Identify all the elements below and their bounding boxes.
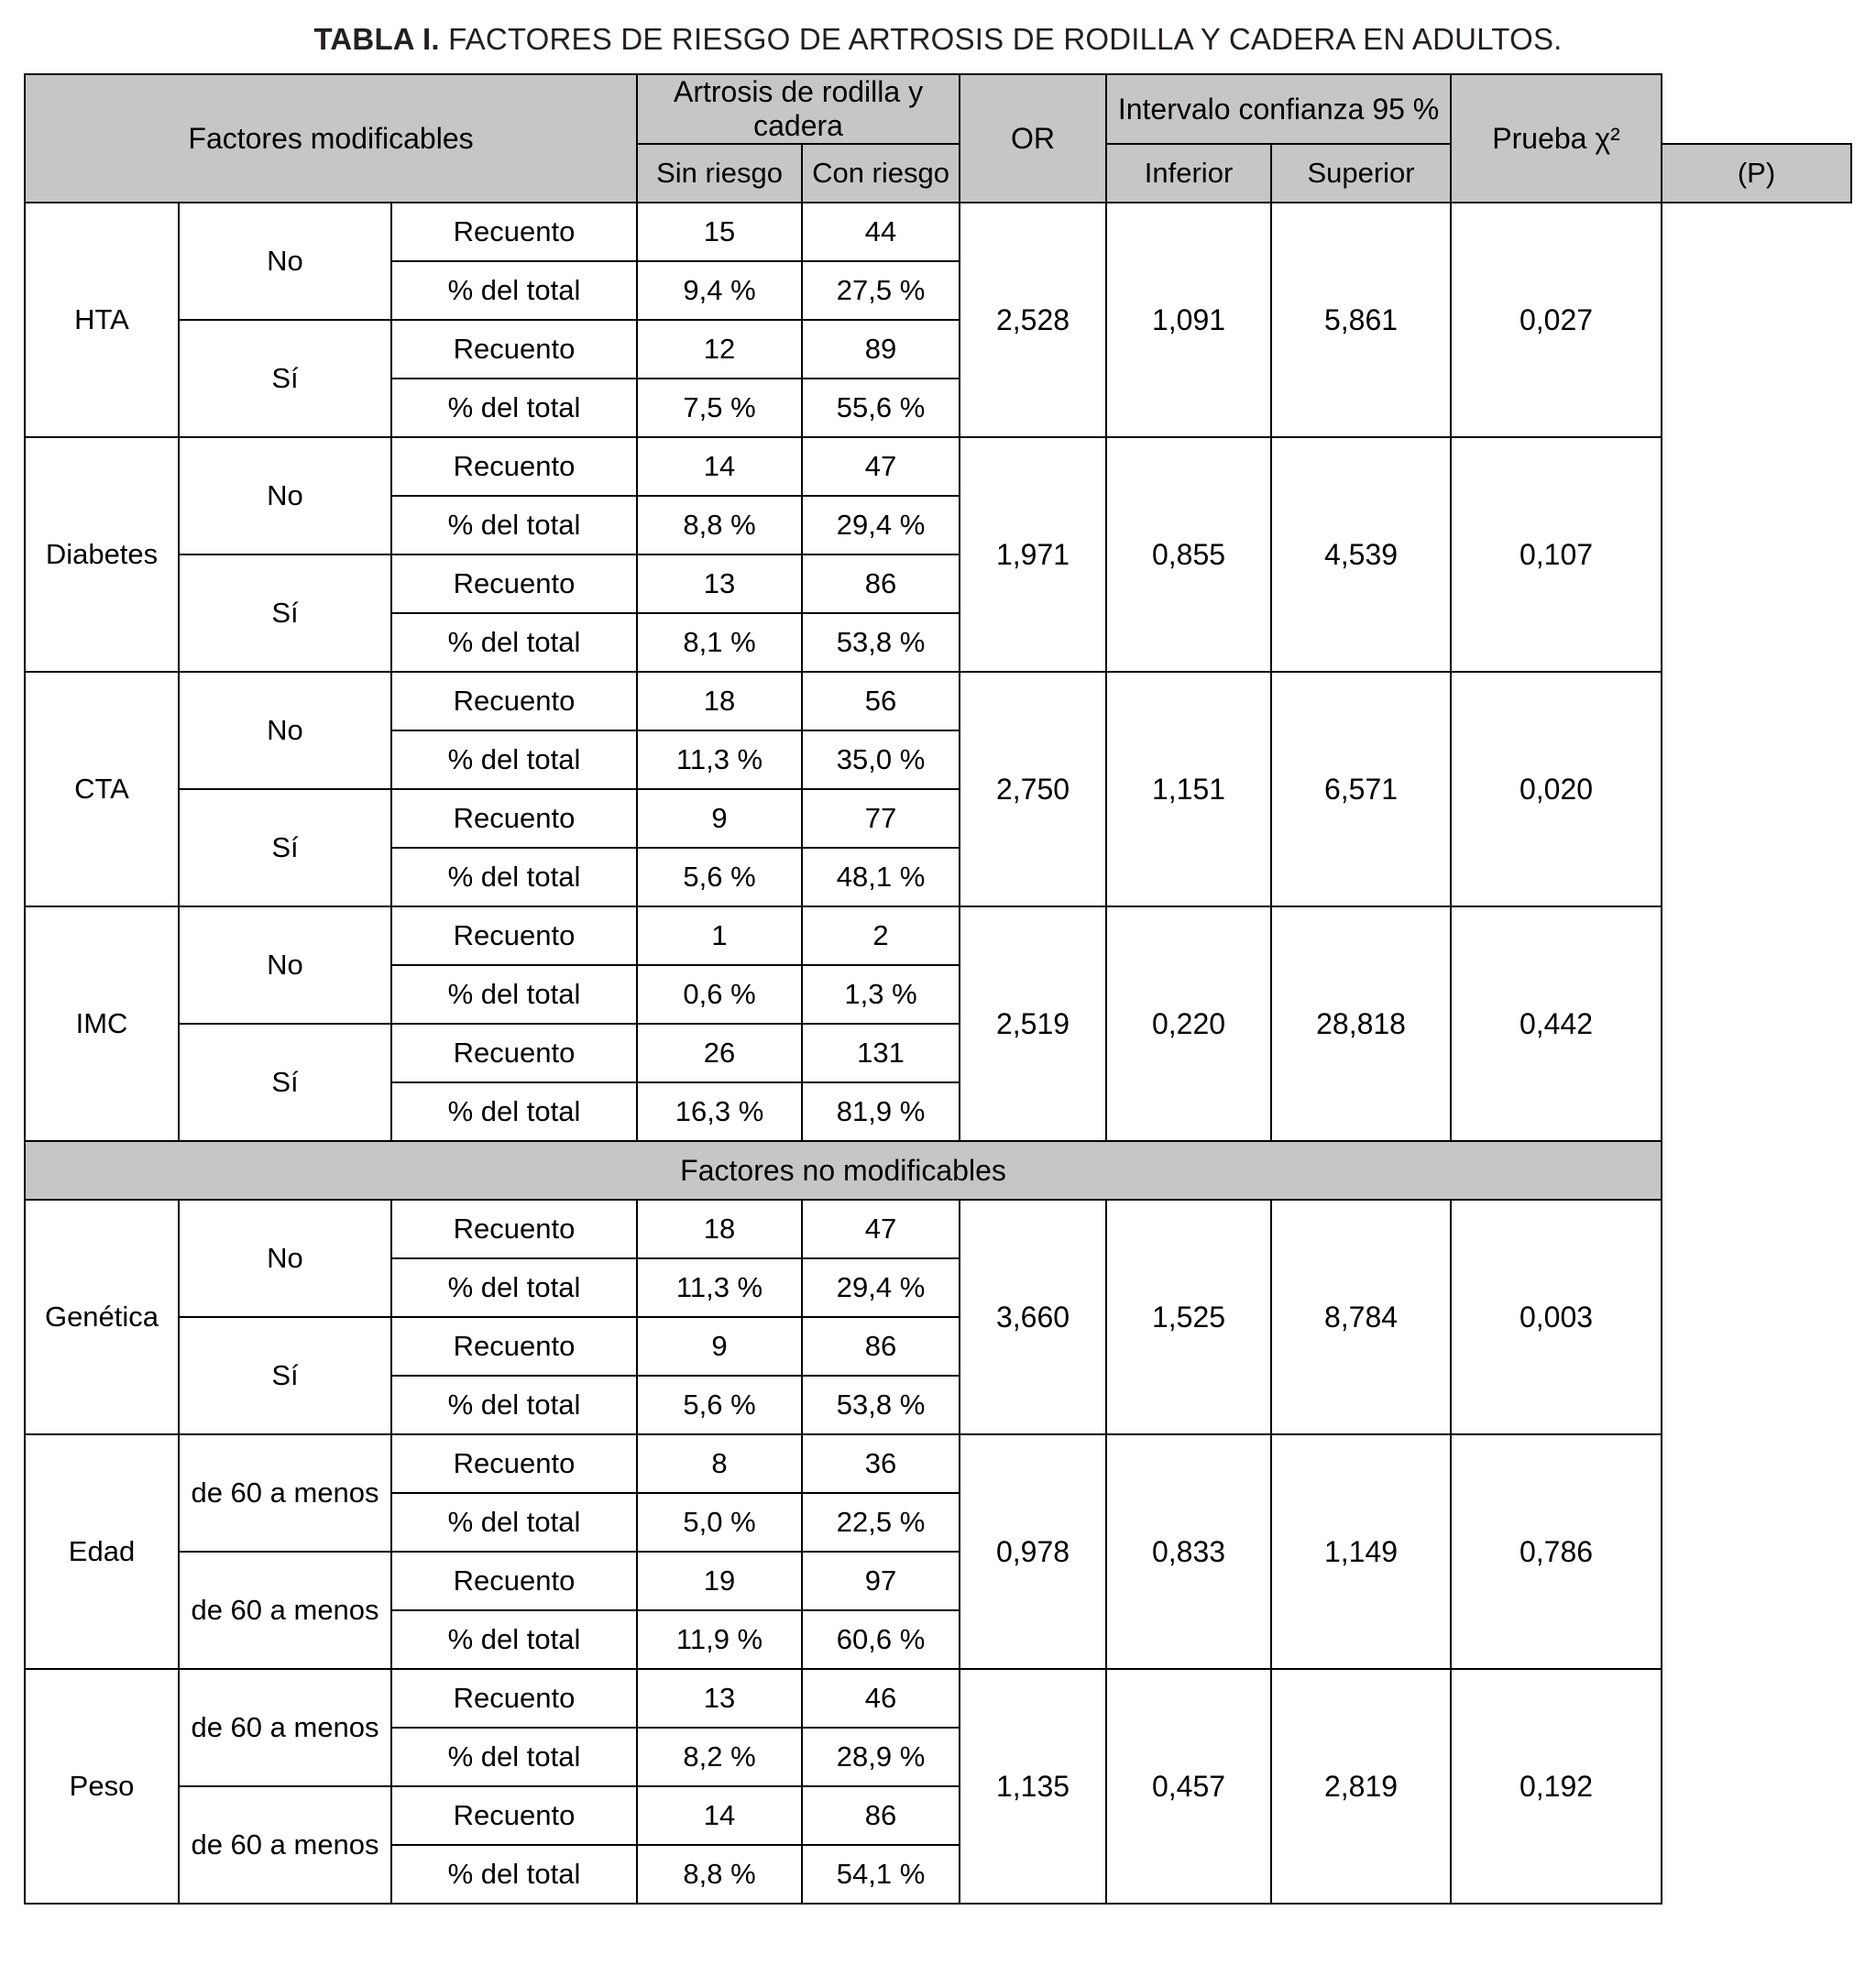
value-con-riesgo: 36 xyxy=(802,1434,960,1493)
table-header-row-1 xyxy=(25,74,1851,144)
table-row xyxy=(25,906,1851,965)
value-con-riesgo: 60,6 % xyxy=(802,1610,960,1669)
metric-label: Recuento xyxy=(391,437,637,496)
value-con-riesgo: 47 xyxy=(802,437,960,496)
metric-label: % del total xyxy=(391,261,637,320)
value-con-riesgo: 55,6 % xyxy=(802,379,960,437)
level-label: de 60 a menos xyxy=(179,1434,391,1552)
metric-label: Recuento xyxy=(391,1317,637,1376)
value-p: 0,786 xyxy=(1451,1434,1662,1669)
value-sin-riesgo: 11,3 % xyxy=(637,1258,802,1317)
metric-label: Recuento xyxy=(391,1200,637,1258)
value-sin-riesgo: 13 xyxy=(637,554,802,613)
level-label: No xyxy=(179,437,391,554)
value-or: 0,978 xyxy=(960,1434,1106,1669)
value-con-riesgo: 86 xyxy=(802,1317,960,1376)
value-inferior: 0,855 xyxy=(1106,437,1271,672)
header-intervalo-confianza: Intervalo confianza 95 % xyxy=(1106,74,1451,144)
value-con-riesgo: 22,5 % xyxy=(802,1493,960,1552)
value-or: 2,528 xyxy=(960,203,1106,437)
metric-label: % del total xyxy=(391,848,637,906)
value-sin-riesgo: 14 xyxy=(637,1786,802,1845)
value-p: 0,107 xyxy=(1451,437,1662,672)
value-sin-riesgo: 18 xyxy=(637,672,802,730)
value-or: 1,971 xyxy=(960,437,1106,672)
table-row xyxy=(25,1434,1851,1493)
value-sin-riesgo: 11,3 % xyxy=(637,730,802,789)
value-con-riesgo: 2 xyxy=(802,906,960,965)
value-sin-riesgo: 5,6 % xyxy=(637,1376,802,1434)
metric-label: % del total xyxy=(391,1376,637,1434)
value-sin-riesgo: 8,8 % xyxy=(637,1845,802,1904)
value-con-riesgo: 29,4 % xyxy=(802,1258,960,1317)
value-con-riesgo: 77 xyxy=(802,789,960,848)
factor-label: HTA xyxy=(25,203,179,437)
value-or: 2,750 xyxy=(960,672,1106,906)
level-label: Sí xyxy=(179,789,391,906)
value-p: 0,020 xyxy=(1451,672,1662,906)
metric-label: % del total xyxy=(391,1728,637,1786)
metric-label: Recuento xyxy=(391,203,637,261)
value-sin-riesgo: 9 xyxy=(637,789,802,848)
factor-label: IMC xyxy=(25,906,179,1141)
table-row xyxy=(25,437,1851,496)
value-superior: 1,149 xyxy=(1271,1434,1451,1669)
value-p: 0,442 xyxy=(1451,906,1662,1141)
metric-label: Recuento xyxy=(391,906,637,965)
value-inferior: 0,457 xyxy=(1106,1669,1271,1904)
value-superior: 2,819 xyxy=(1271,1669,1451,1904)
metric-label: Recuento xyxy=(391,1786,637,1845)
value-sin-riesgo: 16,3 % xyxy=(637,1082,802,1141)
value-inferior: 1,091 xyxy=(1106,203,1271,437)
section-band-row xyxy=(25,1141,1851,1200)
value-superior: 28,818 xyxy=(1271,906,1451,1141)
value-sin-riesgo: 8,8 % xyxy=(637,496,802,554)
value-superior: 5,861 xyxy=(1271,203,1451,437)
value-sin-riesgo: 1 xyxy=(637,906,802,965)
header-or: OR xyxy=(960,74,1106,203)
metric-label: Recuento xyxy=(391,789,637,848)
metric-label: Recuento xyxy=(391,1669,637,1728)
metric-label: Recuento xyxy=(391,672,637,730)
value-sin-riesgo: 12 xyxy=(637,320,802,379)
table-caption xyxy=(24,22,1852,57)
header-superior: Superior xyxy=(1271,144,1451,203)
value-inferior: 1,151 xyxy=(1106,672,1271,906)
factor-label: Genética xyxy=(25,1200,179,1434)
level-label: No xyxy=(179,203,391,320)
value-con-riesgo: 1,3 % xyxy=(802,965,960,1024)
level-label: de 60 a menos xyxy=(179,1552,391,1669)
header-artrosis-group: Artrosis de rodilla y cadera xyxy=(637,74,960,144)
metric-label: Recuento xyxy=(391,1024,637,1082)
header-p-value: (P) xyxy=(1662,144,1851,203)
metric-label: Recuento xyxy=(391,1434,637,1493)
table-number: TABLA I. xyxy=(313,22,440,56)
value-con-riesgo: 86 xyxy=(802,1786,960,1845)
level-label: de 60 a menos xyxy=(179,1786,391,1904)
value-con-riesgo: 27,5 % xyxy=(802,261,960,320)
risk-factors-table xyxy=(24,73,1852,1905)
table-row xyxy=(25,1200,1851,1258)
value-con-riesgo: 28,9 % xyxy=(802,1728,960,1786)
factor-label: CTA xyxy=(25,672,179,906)
metric-label: % del total xyxy=(391,379,637,437)
value-inferior: 1,525 xyxy=(1106,1200,1271,1434)
metric-label: % del total xyxy=(391,965,637,1024)
value-sin-riesgo: 8,2 % xyxy=(637,1728,802,1786)
level-label: No xyxy=(179,906,391,1024)
value-or: 3,660 xyxy=(960,1200,1106,1434)
value-sin-riesgo: 8,1 % xyxy=(637,613,802,672)
table-row xyxy=(25,1669,1851,1728)
factor-label: Peso xyxy=(25,1669,179,1904)
metric-label: Recuento xyxy=(391,554,637,613)
metric-label: % del total xyxy=(391,1493,637,1552)
value-sin-riesgo: 14 xyxy=(637,437,802,496)
value-superior: 8,784 xyxy=(1271,1200,1451,1434)
header-prueba-chi: Prueba χ² xyxy=(1451,74,1662,203)
value-sin-riesgo: 5,6 % xyxy=(637,848,802,906)
value-sin-riesgo: 15 xyxy=(637,203,802,261)
value-or: 2,519 xyxy=(960,906,1106,1141)
value-con-riesgo: 44 xyxy=(802,203,960,261)
value-con-riesgo: 53,8 % xyxy=(802,613,960,672)
value-con-riesgo: 81,9 % xyxy=(802,1082,960,1141)
value-p: 0,003 xyxy=(1451,1200,1662,1434)
level-label: de 60 a menos xyxy=(179,1669,391,1786)
header-factores-modificables: Factores modificables xyxy=(25,74,637,203)
table-title: FACTORES DE RIESGO DE ARTROSIS DE RODILLA Y CADERA EN ADULTOS. xyxy=(439,22,1563,56)
value-superior: 4,539 xyxy=(1271,437,1451,672)
value-p: 0,027 xyxy=(1451,203,1662,437)
value-sin-riesgo: 7,5 % xyxy=(637,379,802,437)
value-sin-riesgo: 19 xyxy=(637,1552,802,1610)
level-label: No xyxy=(179,672,391,789)
value-inferior: 0,220 xyxy=(1106,906,1271,1141)
metric-label: Recuento xyxy=(391,320,637,379)
value-con-riesgo: 89 xyxy=(802,320,960,379)
level-label: Sí xyxy=(179,1024,391,1141)
metric-label: % del total xyxy=(391,613,637,672)
value-con-riesgo: 54,1 % xyxy=(802,1845,960,1904)
metric-label: % del total xyxy=(391,1258,637,1317)
header-con-riesgo: Con riesgo xyxy=(802,144,960,203)
level-label: No xyxy=(179,1200,391,1317)
metric-label: % del total xyxy=(391,1845,637,1904)
value-con-riesgo: 35,0 % xyxy=(802,730,960,789)
value-sin-riesgo: 5,0 % xyxy=(637,1493,802,1552)
level-label: Sí xyxy=(179,1317,391,1434)
value-con-riesgo: 48,1 % xyxy=(802,848,960,906)
value-superior: 6,571 xyxy=(1271,672,1451,906)
metric-label: % del total xyxy=(391,730,637,789)
table-row xyxy=(25,672,1851,730)
value-con-riesgo: 47 xyxy=(802,1200,960,1258)
value-sin-riesgo: 9 xyxy=(637,1317,802,1376)
value-or: 1,135 xyxy=(960,1669,1106,1904)
value-sin-riesgo: 13 xyxy=(637,1669,802,1728)
value-sin-riesgo: 9,4 % xyxy=(637,261,802,320)
factor-label: Edad xyxy=(25,1434,179,1669)
table-row xyxy=(25,203,1851,261)
value-sin-riesgo: 8 xyxy=(637,1434,802,1493)
metric-label: % del total xyxy=(391,1610,637,1669)
metric-label: % del total xyxy=(391,1082,637,1141)
value-con-riesgo: 86 xyxy=(802,554,960,613)
factor-label: Diabetes xyxy=(25,437,179,672)
level-label: Sí xyxy=(179,320,391,437)
value-con-riesgo: 53,8 % xyxy=(802,1376,960,1434)
value-p: 0,192 xyxy=(1451,1669,1662,1904)
value-sin-riesgo: 0,6 % xyxy=(637,965,802,1024)
value-con-riesgo: 97 xyxy=(802,1552,960,1610)
level-label: Sí xyxy=(179,554,391,672)
value-con-riesgo: 131 xyxy=(802,1024,960,1082)
header-sin-riesgo: Sin riesgo xyxy=(637,144,802,203)
section-band-label: Factores no modificables xyxy=(25,1141,1662,1200)
value-inferior: 0,833 xyxy=(1106,1434,1271,1669)
value-sin-riesgo: 26 xyxy=(637,1024,802,1082)
value-con-riesgo: 46 xyxy=(802,1669,960,1728)
metric-label: Recuento xyxy=(391,1552,637,1610)
metric-label: % del total xyxy=(391,496,637,554)
value-con-riesgo: 29,4 % xyxy=(802,496,960,554)
value-sin-riesgo: 18 xyxy=(637,1200,802,1258)
value-sin-riesgo: 11,9 % xyxy=(637,1610,802,1669)
header-inferior: Inferior xyxy=(1106,144,1271,203)
value-con-riesgo: 56 xyxy=(802,672,960,730)
